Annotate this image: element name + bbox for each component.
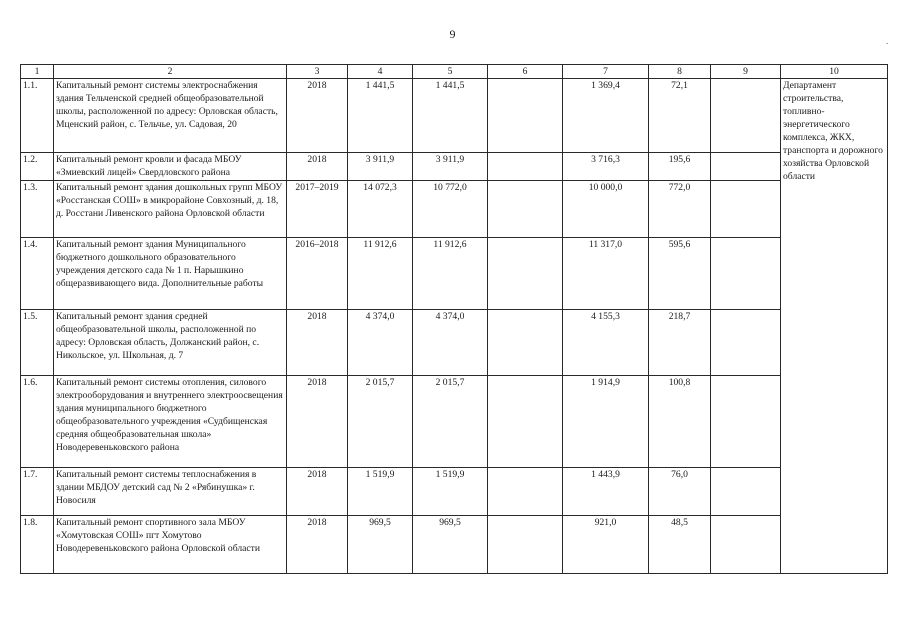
object-name: Капитальный ремонт системы электроснабжения здания Тельченской средней общеобразовательной школы, расположенной по адресу: Орловская область, Мценский район, с. Тельчье, ул. Садовая, 20 xyxy=(54,79,287,153)
row-number: 1.5. xyxy=(21,310,54,376)
value-col-6 xyxy=(488,79,563,153)
value-col-7: 921,0 xyxy=(563,516,649,574)
implementation-period: 2016–2018 xyxy=(287,238,348,310)
value-col-7: 11 317,0 xyxy=(563,238,649,310)
value-col-8: 100,8 xyxy=(649,376,711,468)
value-col-5: 1 441,5 xyxy=(413,79,488,153)
corner-mark: . xyxy=(886,36,889,46)
implementation-period: 2017–2019 xyxy=(287,181,348,238)
implementation-period: 2018 xyxy=(287,79,348,153)
value-col-6 xyxy=(488,376,563,468)
column-header: 4 xyxy=(348,65,413,79)
value-col-7: 3 716,3 xyxy=(563,153,649,181)
value-col-4: 3 911,9 xyxy=(348,153,413,181)
row-number: 1.8. xyxy=(21,516,54,574)
column-header: 10 xyxy=(781,65,888,79)
value-col-6 xyxy=(488,310,563,376)
value-col-5: 4 374,0 xyxy=(413,310,488,376)
value-col-6 xyxy=(488,181,563,238)
value-col-6 xyxy=(488,468,563,516)
row-number: 1.2. xyxy=(21,153,54,181)
value-col-5: 11 912,6 xyxy=(413,238,488,310)
object-name: Капитальный ремонт системы теплоснабжения в здании МБДОУ детский сад № 2 «Рябинушка» г. Новосиля xyxy=(54,468,287,516)
column-header: 9 xyxy=(711,65,781,79)
header-row xyxy=(21,65,888,79)
value-col-4: 4 374,0 xyxy=(348,310,413,376)
value-col-6 xyxy=(488,516,563,574)
value-col-8: 195,6 xyxy=(649,153,711,181)
implementation-period: 2018 xyxy=(287,153,348,181)
value-col-8: 772,0 xyxy=(649,181,711,238)
value-col-8: 218,7 xyxy=(649,310,711,376)
value-col-4: 1 519,9 xyxy=(348,468,413,516)
value-col-8: 72,1 xyxy=(649,79,711,153)
value-col-9 xyxy=(711,79,781,153)
object-name: Капитальный ремонт системы отопления, силового электрооборудования и внутреннего электроосвещения здания муниципального бюджетного общеобразовательного учреждения «Судбищенская средняя общеобразовательная школа» Новодеревеньковского района xyxy=(54,376,287,468)
value-col-9 xyxy=(711,376,781,468)
value-col-4: 11 912,6 xyxy=(348,238,413,310)
column-header: 5 xyxy=(413,65,488,79)
value-col-4: 1 441,5 xyxy=(348,79,413,153)
value-col-8: 48,5 xyxy=(649,516,711,574)
value-col-9 xyxy=(711,181,781,238)
value-col-6 xyxy=(488,153,563,181)
row-number: 1.1. xyxy=(21,79,54,153)
value-col-7: 1 369,4 xyxy=(563,79,649,153)
table-row xyxy=(21,376,888,468)
value-col-9 xyxy=(711,468,781,516)
object-name: Капитальный ремонт здания Муниципального бюджетного дошкольного образовательного учреждения детского сада № 1 п. Нарышкино общеразвивающего вида. Дополнительные работы xyxy=(54,238,287,310)
implementation-period: 2018 xyxy=(287,376,348,468)
implementation-period: 2018 xyxy=(287,516,348,574)
value-col-6 xyxy=(488,238,563,310)
value-col-9 xyxy=(711,153,781,181)
object-name: Капитальный ремонт спортивного зала МБОУ «Хомутовская СОШ» пгт Хомутово Новодеревеньковского района Орловской области xyxy=(54,516,287,574)
implementation-period: 2018 xyxy=(287,310,348,376)
table-row xyxy=(21,310,888,376)
row-number: 1.6. xyxy=(21,376,54,468)
column-header: 2 xyxy=(54,65,287,79)
value-col-5: 10 772,0 xyxy=(413,181,488,238)
implementation-period: 2018 xyxy=(287,468,348,516)
value-col-7: 1 443,9 xyxy=(563,468,649,516)
value-col-5: 3 911,9 xyxy=(413,153,488,181)
value-col-7: 10 000,0 xyxy=(563,181,649,238)
value-col-4: 14 072,3 xyxy=(348,181,413,238)
column-header: 8 xyxy=(649,65,711,79)
value-col-7: 1 914,9 xyxy=(563,376,649,468)
row-number: 1.3. xyxy=(21,181,54,238)
table-row xyxy=(21,238,888,310)
table-row xyxy=(21,516,888,574)
value-col-9 xyxy=(711,238,781,310)
row-number: 1.4. xyxy=(21,238,54,310)
table-row xyxy=(21,468,888,516)
object-name: Капитальный ремонт здания средней общеобразовательной школы, расположенной по адресу: Орловская область, Должанский район, с. Никольское, ул. Школьная, д. 7 xyxy=(54,310,287,376)
value-col-4: 2 015,7 xyxy=(348,376,413,468)
value-col-8: 595,6 xyxy=(649,238,711,310)
value-col-8: 76,0 xyxy=(649,468,711,516)
table-row xyxy=(21,79,888,153)
table-row xyxy=(21,153,888,181)
column-header: 6 xyxy=(488,65,563,79)
object-name: Капитальный ремонт кровли и фасада МБОУ «Змиевский лицей» Свердловского района xyxy=(54,153,287,181)
page-number: 9 xyxy=(449,27,456,41)
value-col-5: 2 015,7 xyxy=(413,376,488,468)
column-header: 7 xyxy=(563,65,649,79)
value-col-4: 969,5 xyxy=(348,516,413,574)
value-col-5: 1 519,9 xyxy=(413,468,488,516)
object-name: Капитальный ремонт здания дошкольных групп МБОУ «Росстанская СОШ» в микрорайоне Совхозный, д. 18, д. Росстани Ливенского района Орловской области xyxy=(54,181,287,238)
column-header: 3 xyxy=(287,65,348,79)
value-col-9 xyxy=(711,516,781,574)
row-number: 1.7. xyxy=(21,468,54,516)
responsible-department: Департамент строительства, топливно-энергетического комплекса, ЖКХ, транспорта и дорожного хозяйства Орловской области xyxy=(781,79,888,574)
table-row xyxy=(21,181,888,238)
program-table xyxy=(20,64,888,574)
value-col-7: 4 155,3 xyxy=(563,310,649,376)
value-col-5: 969,5 xyxy=(413,516,488,574)
column-header: 1 xyxy=(21,65,54,79)
value-col-9 xyxy=(711,310,781,376)
